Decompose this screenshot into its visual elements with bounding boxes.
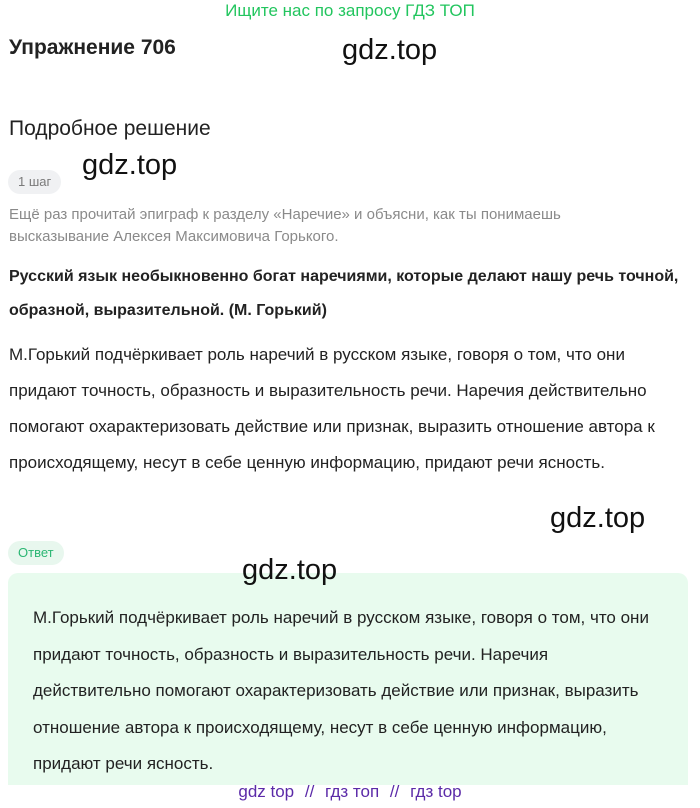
section-title: Подробное решение [9, 117, 211, 140]
epigraph-text: Русский язык необыкновенно богат наречиями, которые делают нашу речь точной, образной, выразительной. (М. Горький) [9, 268, 679, 319]
footer-link-gdz-top-ru[interactable]: гдз топ [325, 782, 380, 801]
watermark: gdz.top [342, 34, 438, 66]
exercise-title: Упражнение 706 [9, 36, 176, 59]
answer-badge: Ответ [8, 541, 64, 565]
answer-text: М.Горький подчёркивает роль наречий в русском языке, говоря о том, что они придают точность, образность и выразительность речи. Наречия действительно помогают охарактеризовать действие или признак, выразить отношение автора к происходящему, несут в себе ценную информацию, придают речи ясность. [33, 608, 649, 773]
watermark: gdz.top [550, 502, 646, 534]
watermark: gdz.top [82, 149, 178, 181]
explanation-text: М.Горький подчёркивает роль наречий в русском языке, говоря о том, что они придают точность, образность и выразительность речи. Наречия действительно помогают охарактеризовать действие или признак, выразить отношение автора к происходящему, несут в себе ценную информацию, придают речи ясность. [9, 345, 655, 472]
footer-links [0, 782, 700, 802]
answer-box [8, 573, 688, 785]
task-text: Ещё раз прочитай эпиграф к разделу «Наречие» и объясни, как ты понимаешь высказывание Алексея Максимовича Горького. [9, 206, 561, 245]
search-banner: Ищите нас по запросу ГДЗ ТОП [225, 1, 475, 20]
footer-separator: // [304, 782, 315, 801]
footer-separator: // [389, 782, 400, 801]
watermark: gdz.top [242, 554, 338, 586]
step-badge: 1 шаг [8, 170, 61, 194]
footer-link-gdz-top-mixed[interactable]: гдз top [410, 782, 462, 801]
footer-link-gdz-top[interactable]: gdz top [238, 782, 295, 801]
